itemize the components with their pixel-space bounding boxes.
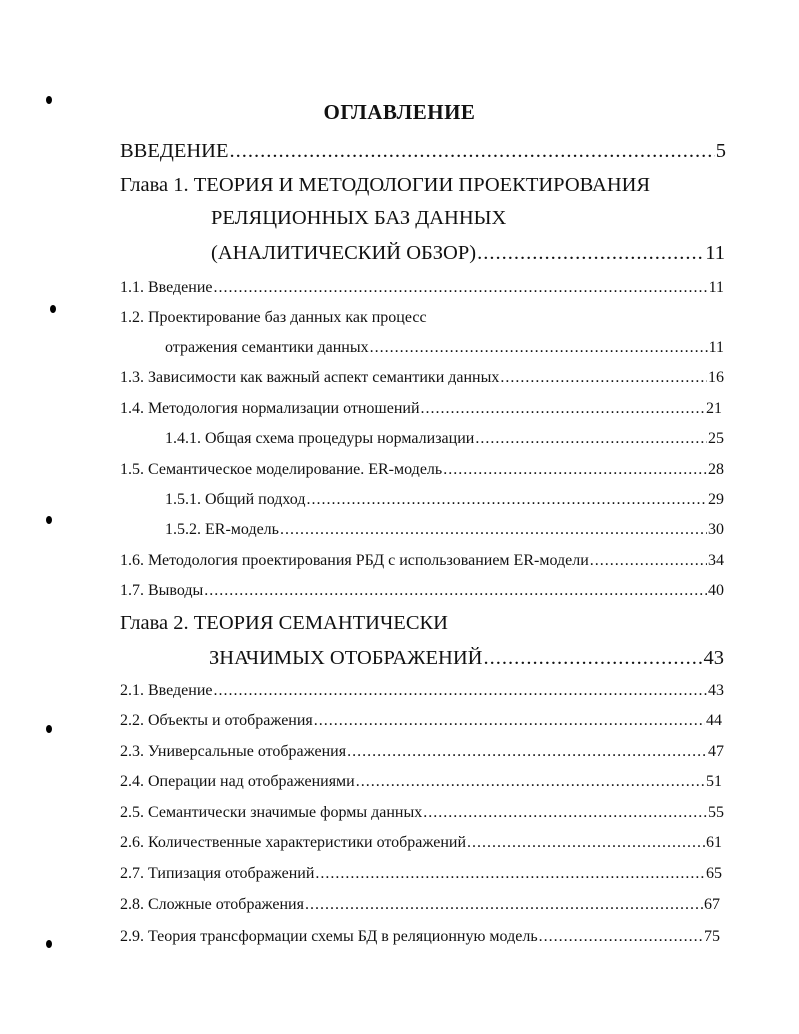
toc-entry-label: 2.3. Универсальные отображения bbox=[120, 743, 347, 760]
toc-entry-label: 2.4. Операции над отображениями bbox=[120, 773, 355, 790]
toc-entry-1-4 bbox=[120, 400, 722, 418]
toc-entry-label: 2.5. Семантически значимые формы данных bbox=[120, 804, 423, 821]
toc-entry-page: 34 bbox=[708, 552, 724, 569]
toc-leader-dots bbox=[483, 647, 702, 670]
toc-chapter-1-title-line3 bbox=[211, 242, 725, 265]
toc-entry-label: (АНАЛИТИЧЕСКИЙ ОБЗОР) bbox=[211, 242, 477, 264]
toc-entry-label: 1.5.2. ER-модель bbox=[165, 521, 279, 538]
toc-chapter-1-title-line1: Глава 1. ТЕОРИЯ И МЕТОДОЛОГИИ ПРОЕКТИРОВАНИЯ bbox=[120, 174, 651, 196]
toc-entry-2-2 bbox=[120, 712, 722, 730]
toc-entry-page: 11 bbox=[705, 242, 725, 264]
toc-leader-dots bbox=[214, 682, 708, 700]
toc-entry-page: 28 bbox=[708, 461, 724, 478]
toc-entry-page: 51 bbox=[706, 773, 722, 790]
toc-entry-1-4-1 bbox=[165, 430, 724, 448]
toc-entry-label: ЗНАЧИМЫХ ОТОБРАЖЕНИЙ bbox=[209, 647, 483, 669]
toc-entry-1-2-line2 bbox=[165, 339, 724, 357]
toc-leader-dots bbox=[539, 928, 703, 946]
punch-hole-mark bbox=[46, 725, 52, 733]
toc-leader-dots bbox=[305, 896, 703, 914]
toc-leader-dots bbox=[423, 804, 707, 822]
toc-leader-dots bbox=[356, 773, 705, 791]
toc-entry-page: 44 bbox=[706, 712, 722, 729]
toc-entry-intro bbox=[120, 140, 726, 163]
toc-leader-dots bbox=[214, 279, 708, 297]
toc-entry-label: отражения семантики данных bbox=[165, 339, 369, 356]
toc-entry-page: 55 bbox=[708, 804, 724, 821]
toc-leader-dots bbox=[477, 242, 704, 265]
toc-entry-label: 1.3. Зависимости как важный аспект семантики данных bbox=[120, 369, 500, 386]
toc-leader-dots bbox=[370, 339, 708, 357]
toc-entry-1-2-line1: 1.2. Проектирование баз данных как процесс bbox=[120, 309, 427, 326]
toc-entry-page: 47 bbox=[708, 743, 724, 760]
toc-entry-page: 61 bbox=[706, 834, 722, 851]
toc-leader-dots bbox=[443, 461, 707, 479]
toc-entry-label: 2.2. Объекты и отображения bbox=[120, 712, 313, 729]
toc-entry-label: 1.4. Методология нормализации отношений bbox=[120, 400, 420, 417]
toc-chapter-2-title-line1: Глава 2. ТЕОРИЯ СЕМАНТИЧЕСКИ bbox=[120, 612, 448, 634]
toc-entry-label: 2.8. Сложные отображения bbox=[120, 896, 304, 913]
toc-entry-1-1 bbox=[120, 279, 724, 297]
toc-leader-dots bbox=[314, 712, 705, 730]
toc-entry-page: 25 bbox=[708, 430, 724, 447]
toc-leader-dots bbox=[421, 400, 705, 418]
toc-entry-page: 40 bbox=[708, 582, 724, 599]
toc-entry-label: 1.5. Семантическое моделирование. ER-модель bbox=[120, 461, 443, 478]
toc-entry-2-5 bbox=[120, 804, 724, 822]
toc-leader-dots bbox=[306, 491, 707, 509]
toc-entry-label: 1.4.1. Общая схема процедуры нормализации bbox=[165, 430, 475, 447]
toc-leader-dots bbox=[280, 521, 707, 539]
toc-leader-dots bbox=[347, 743, 707, 761]
toc-entry-1-5-1 bbox=[165, 491, 724, 509]
toc-leader-dots bbox=[500, 369, 707, 387]
toc-entry-2-1 bbox=[120, 682, 724, 700]
toc-chapter-1-title-line2: РЕЛЯЦИОННЫХ БАЗ ДАННЫХ bbox=[211, 207, 507, 229]
toc-entry-page: 30 bbox=[708, 521, 724, 538]
toc-entry-1-6 bbox=[120, 552, 724, 570]
toc-entry-page: 29 bbox=[708, 491, 724, 508]
toc-entry-2-9 bbox=[120, 928, 720, 946]
toc-entry-label: 1.7. Выводы bbox=[120, 582, 204, 599]
toc-entry-page: 11 bbox=[708, 279, 724, 296]
toc-entry-page: 43 bbox=[703, 647, 724, 669]
page-title: ОГЛАВЛЕНИЕ bbox=[323, 100, 476, 124]
toc-leader-dots bbox=[315, 865, 705, 883]
toc-entry-label: 1.6. Методология проектирования РБД с использованием ER-модели bbox=[120, 552, 589, 569]
toc-leader-dots bbox=[475, 430, 707, 448]
toc-entry-page: 5 bbox=[715, 140, 726, 162]
toc-leader-dots bbox=[204, 582, 707, 600]
toc-entry-1-5-2 bbox=[165, 521, 724, 539]
toc-entry-label: 2.1. Введение bbox=[120, 682, 213, 699]
toc-entry-label: 2.9. Теория трансформации схемы БД в реляционную модель bbox=[120, 928, 538, 945]
toc-entry-1-5 bbox=[120, 461, 724, 479]
toc-entry-page: 75 bbox=[704, 928, 720, 945]
toc-entry-page: 21 bbox=[706, 400, 722, 417]
toc-entry-2-6 bbox=[120, 834, 722, 852]
toc-entry-page: 67 bbox=[704, 896, 720, 913]
toc-entry-label: 1.5.1. Общий подход bbox=[165, 491, 306, 508]
punch-hole-mark bbox=[50, 305, 56, 313]
toc-entry-page: 11 bbox=[708, 339, 724, 356]
toc-entry-2-8 bbox=[120, 896, 720, 914]
punch-hole-mark bbox=[46, 940, 52, 948]
toc-entry-page: 43 bbox=[708, 682, 724, 699]
toc-entry-label: 2.7. Типизация отображений bbox=[120, 865, 315, 882]
punch-hole-mark bbox=[46, 516, 52, 524]
toc-entry-page: 65 bbox=[706, 865, 722, 882]
toc-chapter-2-title-line2 bbox=[209, 647, 724, 670]
toc-leader-dots bbox=[230, 140, 715, 163]
toc-entry-label: 1.1. Введение bbox=[120, 279, 213, 296]
toc-entry-label: 2.6. Количественные характеристики отображений bbox=[120, 834, 467, 851]
toc-entry-1-7 bbox=[120, 582, 724, 600]
toc-entry-page: 16 bbox=[708, 369, 724, 386]
toc-leader-dots bbox=[590, 552, 707, 570]
toc-leader-dots bbox=[467, 834, 705, 852]
toc-entry-2-3 bbox=[120, 743, 724, 761]
toc-entry-2-7 bbox=[120, 865, 722, 883]
toc-entry-1-3 bbox=[120, 369, 724, 387]
toc-entry-2-4 bbox=[120, 773, 722, 791]
toc-entry-label: ВВЕДЕНИЕ bbox=[120, 140, 229, 162]
